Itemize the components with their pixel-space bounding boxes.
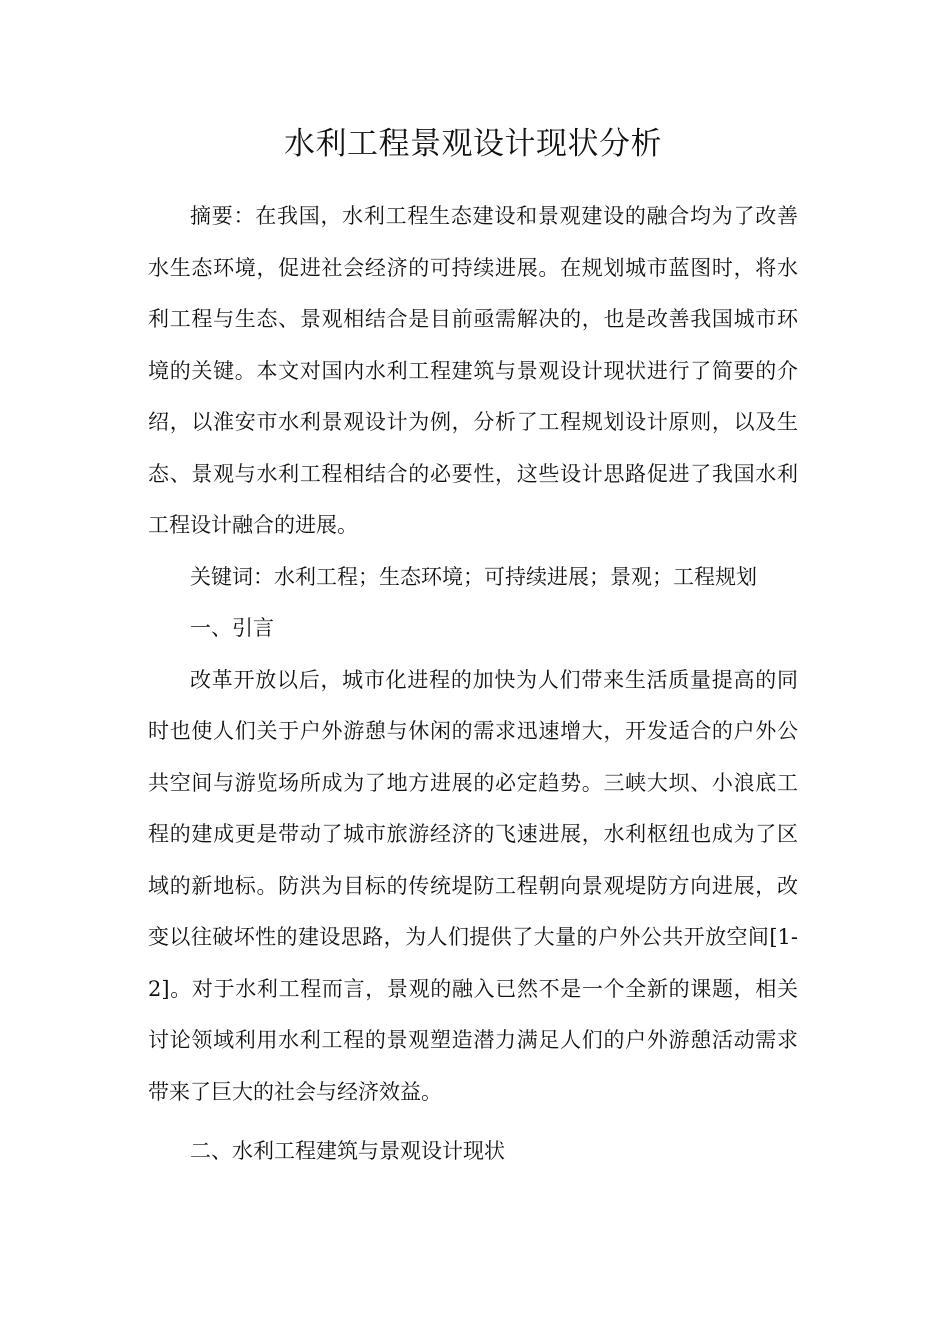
section-heading-introduction: 一、引言 — [190, 616, 274, 640]
introduction-paragraph: 改革开放以后，城市化进程的加快为人们带来生活质量提高的同时也使人们关于户外游憩与休闲的需求迅速增大，开发适合的户外公共空间与游览场所成为了地方进展的必定趋势。三峡大坝、小浪底工程的建成更是带动了城市旅游经济的飞速进展，水利枢纽也成为了区域的新地标。防洪为目标的传统堤防工程朝向景观堤防方向进展，改变以往破坏性的建设思路，为人们提供了大量的户外公共开放空间[1-2]。对于水利工程而言，景观的融入已然不是一个全新的课题，相关讨论领域利用水利工程的景观塑造潜力满足人们的户外游憩活动需求带来了巨大的社会与经济效益。 — [148, 667, 798, 1104]
document-body — [148, 191, 798, 1178]
keywords-paragraph: 关键词：水利工程；生态环境；可持续进展；景观；工程规划 — [190, 564, 757, 589]
abstract-paragraph: 摘要：在我国，水利工程生态建设和景观建设的融合均为了改善水生态环境，促进社会经济的可持续进展。在规划城市蓝图时，将水利工程与生态、景观相结合是目前亟需解决的，也是改善我国城市环境的关键。本文对国内水利工程建筑与景观设计现状进行了简要的介绍，以淮安市水利景观设计为例，分析了工程规划设计原则，以及生态、景观与水利工程相结合的必要性，这些设计思路促进了我国水利工程设计融合的进展。 — [148, 204, 798, 537]
document-title: 水利工程景观设计现状分析 — [284, 126, 662, 162]
section-heading-current-status: 二、水利工程建筑与景观设计现状 — [190, 1139, 505, 1163]
